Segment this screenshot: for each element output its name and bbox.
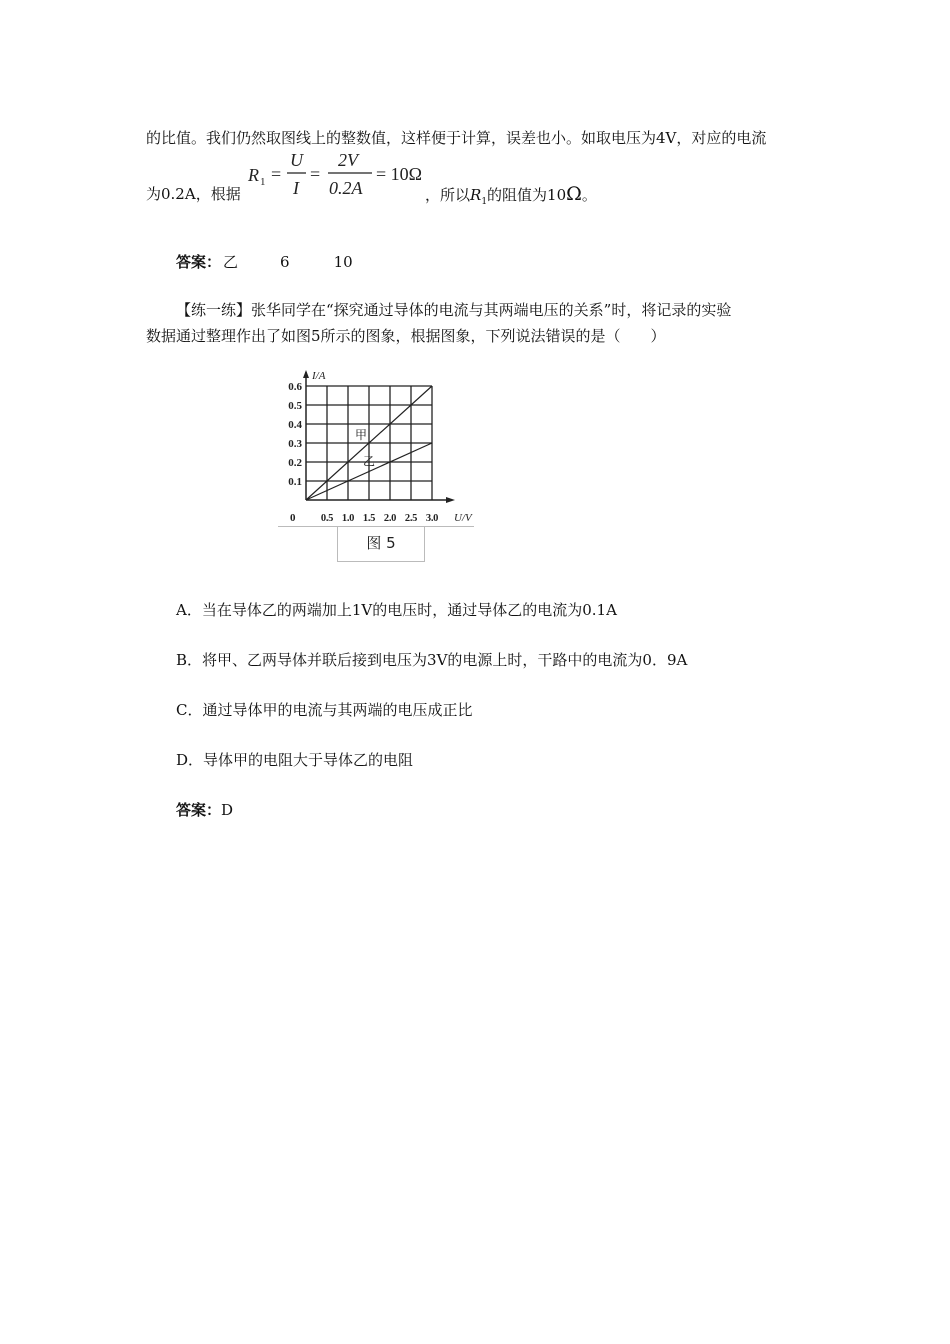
formula-num-1: U (290, 150, 303, 170)
formula-lhs-sub: 1 (260, 176, 266, 188)
x-tick-label: 3.0 (425, 513, 439, 524)
paragraph-line-1: 的比值。我们仍然取图线上的整数值，这样便于计算，误差也小。如取电压为4V，对应的电流 (146, 129, 767, 147)
y-tick-label: 0.1 (288, 476, 302, 488)
option-d: D．导体甲的电阻大于导体乙的电阻 (176, 751, 414, 769)
formula-eq-2: = (310, 164, 321, 184)
answer-1 (176, 252, 353, 272)
y-axis-arrow (303, 370, 309, 378)
answer-value: D (221, 801, 234, 819)
formula-lhs: R (248, 165, 259, 185)
formula-result: = 10Ω (376, 164, 422, 184)
line2-prefix: 为0.2A，根据 (146, 185, 241, 203)
x-axis-label: U/V (454, 512, 472, 524)
exercise-line-2: 数据通过整理作出了如图5所示的图象，根据图象，下列说法错误的是（ ） (146, 327, 666, 345)
answer-2 (176, 800, 233, 820)
y-tick-label: 0.6 (288, 381, 302, 393)
y-tick-label: 0.2 (288, 457, 302, 469)
iv-chart (278, 368, 474, 528)
resistance-formula (246, 148, 422, 200)
option-b: B．将甲、乙两导体并联后接到电压为3V的电源上时，干路中的电流为0．9A (176, 651, 688, 669)
x-tick-label: 1.0 (341, 513, 355, 524)
y-axis-label: I/A (312, 370, 326, 382)
formula-den-1: I (293, 178, 299, 198)
series-label: 甲 (355, 428, 368, 442)
formula-den-2: 0.2A (329, 178, 363, 198)
y-tick-label: 0.3 (288, 438, 302, 450)
figure-caption: 图 5 (337, 526, 425, 562)
x-tick-label: 0.5 (320, 513, 334, 524)
answer-value-2: 6 (280, 253, 290, 271)
exercise-line-1: 【练一练】张华同学在“探究通过导体的电流与其两端电压的关系”时，将记录的实验 (176, 301, 732, 319)
answer-label: 答案： (176, 801, 222, 819)
x-tick-label: 2.5 (404, 513, 418, 524)
y-tick-label: 0.4 (288, 419, 302, 431)
x-tick-label: 1.5 (362, 513, 376, 524)
option-c: C．通过导体甲的电流与其两端的电压成正比 (176, 701, 473, 719)
formula-eq-1: = (271, 164, 282, 184)
series-label: 乙 (363, 454, 376, 469)
x-axis-arrow (446, 497, 455, 503)
answer-value-1: 乙 (223, 253, 239, 271)
paragraph-line-2-suffix: ，所以$R_1$的阻值为10Ω。 (425, 183, 597, 207)
answer-label: 答案： (176, 253, 222, 271)
answer-value-3: 10 (333, 253, 353, 271)
y-tick-label: 0.5 (288, 400, 302, 412)
x-tick-label: 2.0 (383, 513, 397, 524)
origin-label: 0 (290, 512, 296, 524)
paragraph-line-2 (146, 184, 241, 204)
option-a: A．当在导体乙的两端加上1V的电压时，通过导体乙的电流为0.1A (176, 601, 617, 619)
formula-num-2: 2V (338, 150, 358, 170)
